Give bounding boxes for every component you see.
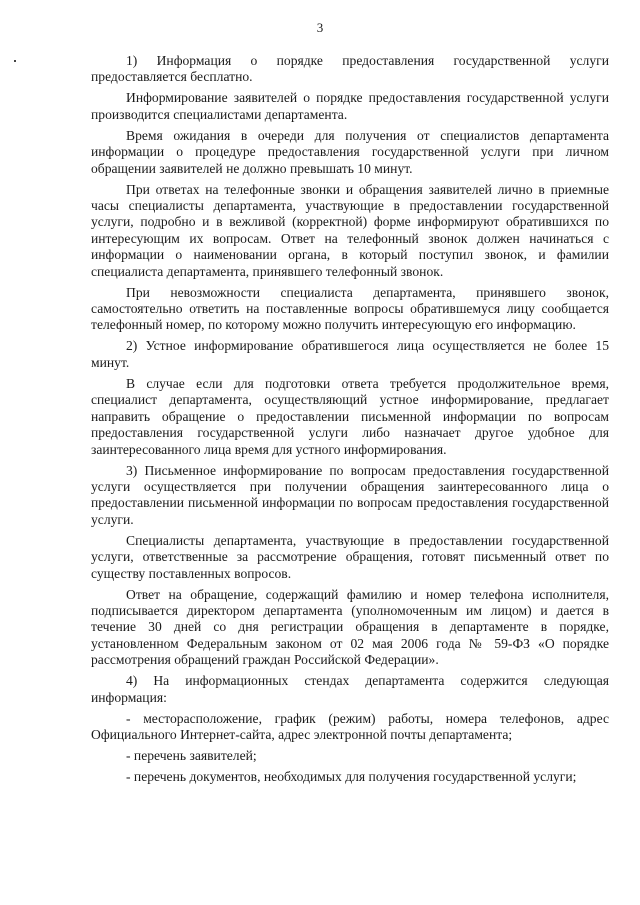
paragraph-long-answer: В случае если для подготовки ответа требуется продолжительное время, специалист департамента, осуществляющий устное информирование, предлагает направить обращение о предоставлении письменной информации по вопросам предоставления государственной услуги либо назначает другое удобное для заинтересованного лица время для устного информирования. (91, 375, 609, 457)
paragraph-answer-signature: Ответ на обращение, содержащий фамилию и номер телефона исполнителя, подписывается директором департамента (уполномоченным им лицом) и дается в течение 30 дней со дня регистрации обращения в департаменте в порядке, установленном Федеральным законом от 02 мая 2006 года № 59-ФЗ «О порядке рассмотрения обращений граждан Российской Федерации». (91, 586, 609, 668)
scan-speck (14, 60, 16, 62)
list-item-applicants: - перечень заявителей; (126, 747, 257, 763)
paragraph-free-information: 1) Информация о порядке предоставления государственной услуги предоставляется бесплатно. (91, 53, 609, 85)
paragraph-phone-calls: При ответах на телефонные звонки и обращения заявителей лично в приемные часы специалисты департамента, участвующие в предоставлении государственной услуги, подробно и в вежливой (корректной) форме информируют обратившихся по интересующим их вопросам. Ответ на телефонный звонок должен начинаться с информации о наименовании органа, в который поступил звонок, и фамилии специалиста департамента, принявшего телефонный звонок. (91, 181, 609, 279)
paragraph-waiting-time: Время ожидания в очереди для получения от специалистов департамента информации о процедуре предоставления государственной услуги при личном обращении заявителей не должно превышать 10 минут. (91, 127, 609, 176)
paragraph-impossibility-to-answer: При невозможности специалиста департамента, принявшего звонок, самостоятельно ответить на поставленные вопросы обратившемуся лицу сообщается телефонный номер, по которому можно получить интересующую его информацию. (91, 284, 609, 333)
paragraph-written-answer: Специалисты департамента, участвующие в предоставлении государственной услуги, ответственные за рассмотрение обращения, готовят письменный ответ по существу поставленных вопросов. (91, 532, 609, 581)
page-number: 3 (316, 20, 324, 35)
paragraph-information-stands: 4) На информационных стендах департамента содержится следующая информация: (91, 673, 609, 705)
paragraph-oral-informing: 2) Устное информирование обратившегося лица осуществляется не более 15 минут. (91, 338, 609, 370)
paragraph-written-informing: 3) Письменное информирование по вопросам предоставления государственной услуги осуществляется при получении обращения заинтересованного лица о предоставлении письменной информации по вопросам предоставления государственной услуги. (91, 462, 609, 527)
paragraph-informing-specialists: Информирование заявителей о порядке предоставления государственной услуги производится специалистами департамента. (91, 90, 609, 122)
list-item-location: - месторасположение, график (режим) работы, номера телефонов, адрес Официального Интернет-сайта, адрес электронной почты департамента; (91, 710, 609, 742)
document-body (91, 53, 609, 790)
list-item-documents: - перечень документов, необходимых для получения государственной услуги; (126, 768, 577, 784)
